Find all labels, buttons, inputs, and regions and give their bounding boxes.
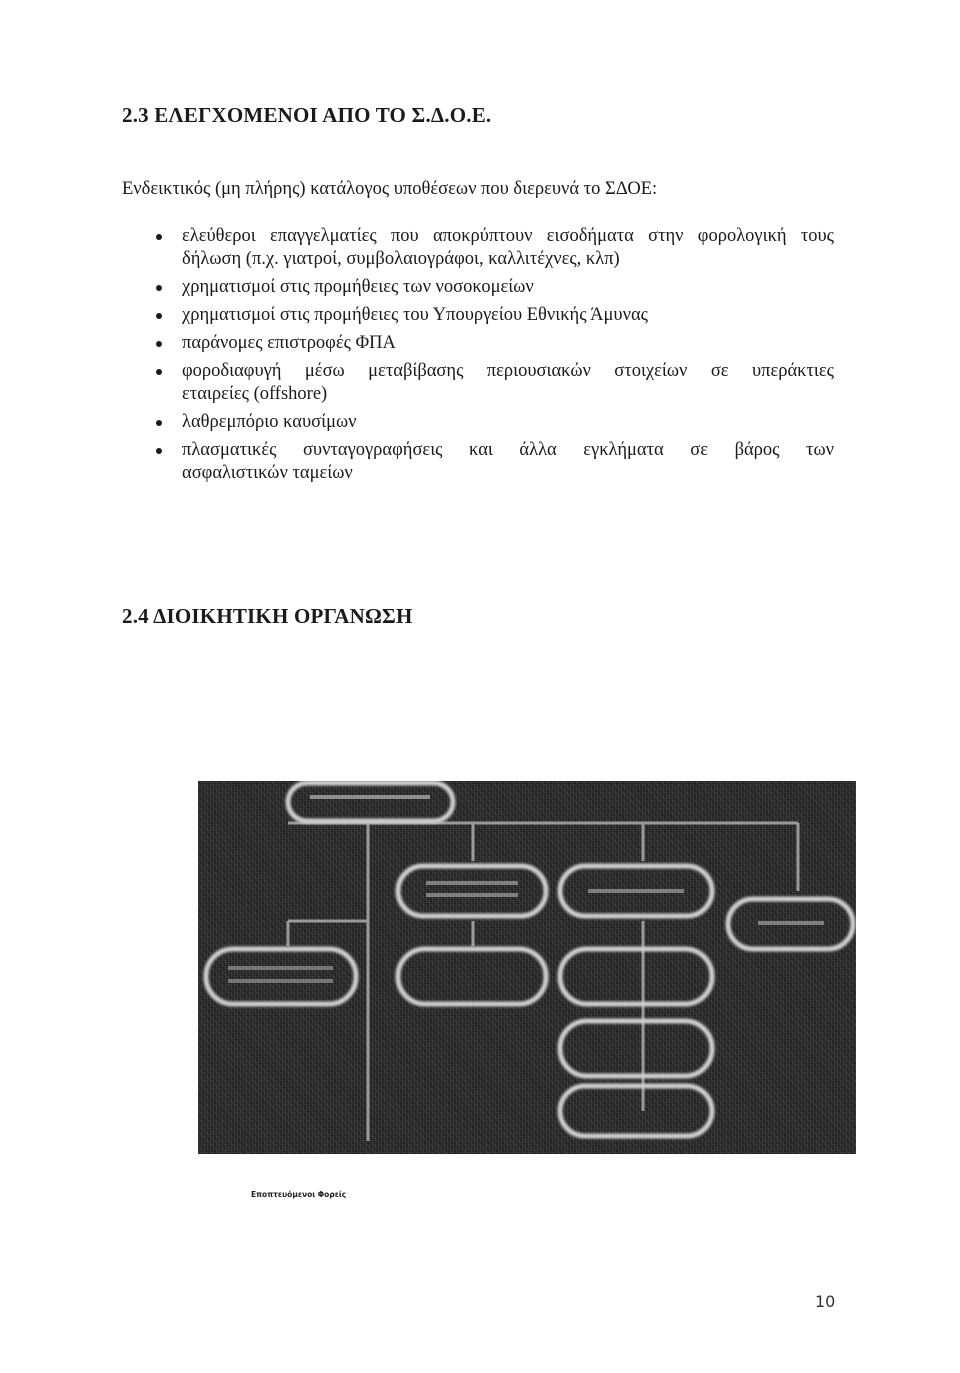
org-node-level3-b xyxy=(398,949,546,1004)
list-item-text: χρηματισμοί στις προμήθειες των νοσοκομείων xyxy=(182,277,534,297)
page-number: 10 xyxy=(815,1292,836,1311)
org-chart-connectors xyxy=(288,823,798,1141)
org-node-level3-a xyxy=(206,949,356,1004)
case-list xyxy=(154,225,834,490)
org-chart-caption: Εποπτευόμενοι Φορείς xyxy=(251,1190,347,1199)
list-item-text: πλασματικές συνταγογραφήσεις και άλλα εγκλήματα σε βάρος των xyxy=(182,440,834,460)
org-chart-image xyxy=(198,781,856,1154)
list-item-tail: δήλωση (π.χ. γιατροί, συμβολαιογράφοι, καλλιτέχνες, κλπ) xyxy=(182,249,620,269)
list-item xyxy=(154,225,834,271)
org-node-level3-e xyxy=(560,1086,712,1136)
list-item xyxy=(154,304,834,327)
section-heading-2-4: 2.4 ΔΙΟΙΚΗΤΙΚΗ ΟΡΓΑΝΩΣΗ xyxy=(122,604,413,628)
list-item xyxy=(154,276,834,299)
list-item-tail: ασφαλιστικών ταμείων xyxy=(182,463,353,483)
list-item-text: παράνομες επιστροφές ΦΠΑ xyxy=(182,333,396,353)
list-item-text: λαθρεμπόριο καυσίμων xyxy=(182,412,357,432)
list-item xyxy=(154,439,834,485)
list-item xyxy=(154,332,834,355)
list-item xyxy=(154,360,834,406)
org-node-level3-d xyxy=(560,1021,712,1076)
org-node-level2-a xyxy=(398,866,546,916)
org-node-top xyxy=(288,783,453,821)
org-node-level3-c xyxy=(560,949,712,1004)
list-item xyxy=(154,411,834,434)
org-chart-diagram xyxy=(198,781,856,1154)
org-chart-nodes xyxy=(206,783,853,1136)
list-item-text: χρηματισμοί στις προμήθειες του Υπουργείου Εθνικής Άμυνας xyxy=(182,305,648,325)
intro-text: Ενδεικτικός (μη πλήρης) κατάλογος υποθέσεων που διερευνά το ΣΔΟΕ: xyxy=(122,179,658,199)
list-item-text: ελεύθεροι επαγγελματίες που αποκρύπτουν εισοδήματα στην φορολογική τους xyxy=(182,226,834,246)
section-heading-2-3: 2.3 ΕΛΕΓΧΟΜΕΝΟΙ ΑΠΟ ΤΟ Σ.Δ.Ο.Ε. xyxy=(122,103,492,127)
list-item-tail: εταιρείες (offshore) xyxy=(182,384,328,404)
list-item-text: φοροδιαφυγή μέσω μεταβίβασης περιουσιακών στοιχείων σε υπεράκτιες xyxy=(182,361,834,381)
